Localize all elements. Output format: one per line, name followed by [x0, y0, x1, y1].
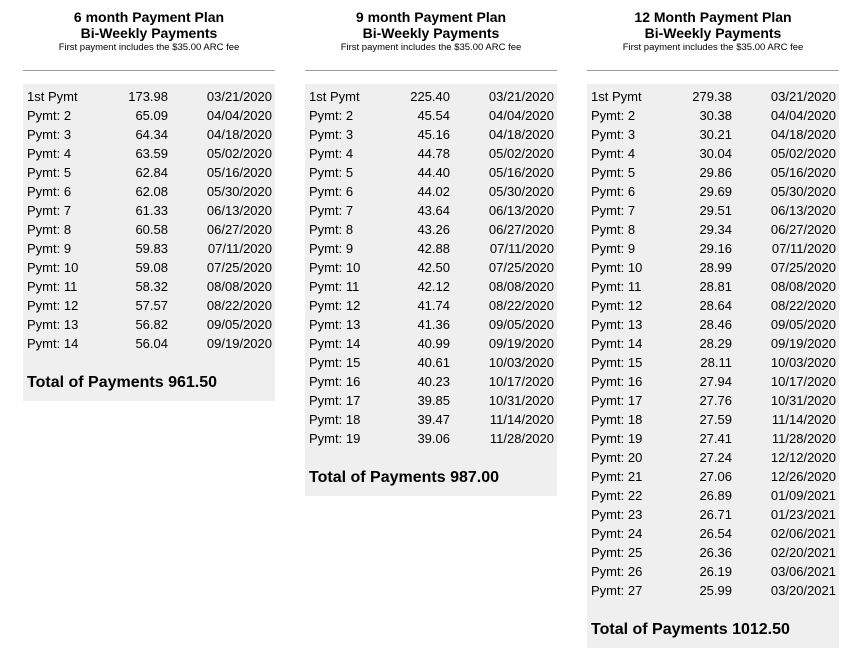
payment-label: Pymt: 9: [591, 241, 636, 256]
total-payments: Total of Payments 987.00: [309, 469, 499, 486]
payment-row: [23, 220, 275, 239]
payment-date: 08/22/2020: [770, 298, 836, 313]
payment-amount: 28.29: [699, 336, 732, 351]
payment-row: [305, 334, 557, 353]
payment-label: Pymt: 7: [27, 203, 72, 218]
payment-amount: 30.38: [699, 108, 732, 123]
payment-row: [23, 258, 275, 277]
payment-amount: 26.54: [699, 526, 732, 541]
payment-date: 04/18/2020: [770, 127, 836, 142]
payment-date: 12/26/2020: [770, 469, 836, 484]
payment-label: Pymt: 14: [309, 336, 361, 351]
payment-row: [587, 467, 839, 486]
plan-title: 9 month Payment Plan: [355, 9, 507, 25]
payment-date: 07/25/2020: [488, 260, 554, 275]
payment-label: Pymt: 6: [309, 184, 354, 199]
payment-label: 1st Pymt: [27, 89, 78, 104]
payment-label: Pymt: 2: [27, 108, 72, 123]
payment-date: 08/08/2020: [770, 279, 836, 294]
payment-date: 04/04/2020: [206, 108, 272, 123]
payment-row: [23, 87, 275, 106]
payment-amount: 29.34: [699, 222, 732, 237]
payment-row: [587, 258, 839, 277]
payment-label: Pymt: 7: [309, 203, 354, 218]
payment-row: [305, 429, 557, 448]
payment-row: [587, 315, 839, 334]
payment-label: Pymt: 8: [591, 222, 636, 237]
payment-row: [305, 410, 557, 429]
payment-date: 04/04/2020: [488, 108, 554, 123]
payment-label: Pymt: 15: [309, 355, 361, 370]
payment-row: [587, 486, 839, 505]
payment-date: 10/03/2020: [488, 355, 554, 370]
plan-note: First payment includes the $35.00 ARC fee: [622, 42, 804, 53]
payment-table: [587, 84, 839, 648]
plan-note: First payment includes the $35.00 ARC fee: [340, 42, 522, 53]
payment-amount: 43.64: [417, 203, 450, 218]
payment-amount: 42.50: [417, 260, 450, 275]
payment-amount: 64.34: [135, 127, 168, 142]
payment-date: 09/05/2020: [488, 317, 554, 332]
payment-row: [587, 410, 839, 429]
payment-date: 06/27/2020: [770, 222, 836, 237]
payment-date: 04/18/2020: [206, 127, 272, 142]
payment-date: 09/05/2020: [206, 317, 272, 332]
payment-label: Pymt: 19: [591, 431, 643, 446]
payment-label: Pymt: 18: [591, 412, 643, 427]
payment-amount: 45.54: [417, 108, 450, 123]
payment-label: Pymt: 10: [591, 260, 643, 275]
payment-date: 08/22/2020: [206, 298, 272, 313]
payment-amount: 27.76: [699, 393, 732, 408]
payment-date: 01/09/2021: [770, 488, 836, 503]
payment-row: [587, 524, 839, 543]
payment-label: Pymt: 10: [309, 260, 361, 275]
payment-label: Pymt: 11: [27, 279, 78, 294]
payment-row: [587, 334, 839, 353]
payment-label: Pymt: 21: [591, 469, 643, 484]
payment-label: Pymt: 13: [591, 317, 643, 332]
payment-label: Pymt: 15: [591, 355, 643, 370]
plan-title: 6 month Payment Plan: [73, 9, 225, 25]
payment-row: [587, 144, 839, 163]
payment-row: [23, 334, 275, 353]
plan-subtitle: Bi-Weekly Payments: [362, 25, 500, 41]
payment-date: 06/13/2020: [206, 203, 272, 218]
payment-row: [305, 353, 557, 372]
payment-row: [23, 296, 275, 315]
payment-date: 11/14/2020: [489, 412, 554, 427]
plan-header: [23, 0, 275, 54]
payment-amount: 43.26: [417, 222, 450, 237]
payment-amount: 225.40: [410, 89, 450, 104]
payment-row: [305, 277, 557, 296]
payment-label: Pymt: 27: [591, 583, 643, 598]
payment-label: Pymt: 7: [591, 203, 636, 218]
plan-12-month: [587, 0, 839, 648]
payment-row: [587, 296, 839, 315]
payment-label: Pymt: 23: [591, 507, 643, 522]
payment-date: 10/31/2020: [770, 393, 836, 408]
payment-row: [587, 353, 839, 372]
payment-amount: 42.12: [417, 279, 450, 294]
payment-label: Pymt: 11: [591, 279, 642, 294]
payment-date: 06/13/2020: [770, 203, 836, 218]
divider: [587, 70, 839, 71]
payment-label: Pymt: 20: [591, 450, 643, 465]
payment-row: [587, 277, 839, 296]
payment-row: [23, 144, 275, 163]
payment-row: [587, 562, 839, 581]
total-payments: Total of Payments 1012.50: [591, 621, 790, 638]
payment-amount: 39.06: [417, 431, 450, 446]
payment-row: [587, 163, 839, 182]
payment-label: Pymt: 5: [591, 165, 636, 180]
payment-amount: 56.04: [135, 336, 168, 351]
payment-date: 08/08/2020: [206, 279, 272, 294]
payment-date: 10/17/2020: [770, 374, 836, 389]
payment-date: 07/11/2020: [771, 241, 836, 256]
plan-header: [305, 0, 557, 54]
payment-label: Pymt: 13: [27, 317, 79, 332]
payment-row: [305, 391, 557, 410]
payment-label: Pymt: 2: [591, 108, 636, 123]
payment-date: 04/18/2020: [488, 127, 554, 142]
payment-label: Pymt: 3: [309, 127, 354, 142]
payment-amount: 60.58: [135, 222, 168, 237]
payment-date: 06/27/2020: [488, 222, 554, 237]
plan-note: First payment includes the $35.00 ARC fee: [58, 42, 240, 53]
payment-amount: 59.08: [135, 260, 168, 275]
payment-label: Pymt: 8: [27, 222, 72, 237]
payment-row: [305, 144, 557, 163]
payment-amount: 40.61: [417, 355, 450, 370]
payment-row: [587, 429, 839, 448]
payment-row: [305, 182, 557, 201]
payment-label: Pymt: 17: [591, 393, 643, 408]
payment-date: 05/30/2020: [206, 184, 272, 199]
payment-date: 05/16/2020: [206, 165, 272, 180]
payment-row: [587, 106, 839, 125]
payment-amount: 26.36: [699, 545, 732, 560]
payment-date: 12/12/2020: [770, 450, 836, 465]
payment-label: Pymt: 5: [309, 165, 354, 180]
payment-label: Pymt: 25: [591, 545, 643, 560]
payment-label: 1st Pymt: [309, 89, 360, 104]
payment-row: [23, 182, 275, 201]
payment-label: Pymt: 14: [27, 336, 79, 351]
total-payments: Total of Payments 961.50: [27, 374, 217, 391]
payment-row: [587, 448, 839, 467]
payment-date: 05/02/2020: [488, 146, 554, 161]
payment-label: Pymt: 12: [591, 298, 643, 313]
payment-row: [587, 125, 839, 144]
payment-amount: 39.85: [417, 393, 450, 408]
payment-amount: 44.78: [417, 146, 450, 161]
payment-label: Pymt: 9: [309, 241, 354, 256]
payment-table: [305, 84, 557, 496]
payment-label: Pymt: 5: [27, 165, 72, 180]
payment-label: Pymt: 4: [591, 146, 636, 161]
payment-date: 10/31/2020: [488, 393, 554, 408]
payment-date: 06/27/2020: [206, 222, 272, 237]
payment-amount: 45.16: [417, 127, 450, 142]
payment-date: 07/25/2020: [206, 260, 272, 275]
payment-row: [305, 201, 557, 220]
payment-date: 02/06/2021: [770, 526, 836, 541]
payment-row: [305, 239, 557, 258]
payment-amount: 27.24: [699, 450, 732, 465]
payment-row: [587, 505, 839, 524]
payment-row: [587, 87, 839, 106]
payment-date: 05/02/2020: [206, 146, 272, 161]
payment-label: Pymt: 11: [309, 279, 360, 294]
payment-row: [305, 106, 557, 125]
payment-row: [587, 239, 839, 258]
payment-amount: 26.89: [699, 488, 732, 503]
payment-label: Pymt: 19: [309, 431, 361, 446]
payment-label: Pymt: 10: [27, 260, 79, 275]
payment-amount: 42.88: [417, 241, 450, 256]
payment-date: 09/19/2020: [206, 336, 272, 351]
payment-date: 08/08/2020: [488, 279, 554, 294]
payment-row: [305, 87, 557, 106]
payment-label: Pymt: 12: [309, 298, 361, 313]
payment-amount: 39.47: [417, 412, 450, 427]
payment-row: [305, 372, 557, 391]
payment-amount: 28.64: [699, 298, 732, 313]
payment-date: 07/25/2020: [770, 260, 836, 275]
payment-row: [587, 391, 839, 410]
payment-amount: 41.36: [417, 317, 450, 332]
payment-row: [305, 315, 557, 334]
divider: [305, 70, 557, 71]
payment-date: 09/19/2020: [770, 336, 836, 351]
payment-amount: 28.11: [700, 355, 732, 370]
payment-row: [23, 239, 275, 258]
payment-amount: 27.06: [699, 469, 732, 484]
payment-row: [23, 201, 275, 220]
payment-amount: 29.51: [699, 203, 732, 218]
payment-row: [587, 581, 839, 600]
payment-amount: 62.84: [135, 165, 168, 180]
plan-6-month: [23, 0, 275, 401]
payment-row: [305, 163, 557, 182]
payment-label: Pymt: 9: [27, 241, 72, 256]
plan-9-month: [305, 0, 557, 496]
payment-label: Pymt: 26: [591, 564, 643, 579]
payment-amount: 29.86: [699, 165, 732, 180]
payment-amount: 279.38: [692, 89, 732, 104]
payment-amount: 44.40: [417, 165, 450, 180]
payment-amount: 29.16: [699, 241, 732, 256]
payment-label: Pymt: 3: [27, 127, 72, 142]
payment-date: 02/20/2021: [770, 545, 836, 560]
payment-amount: 63.59: [135, 146, 168, 161]
payment-amount: 40.99: [417, 336, 450, 351]
payment-row: [23, 125, 275, 144]
payment-label: Pymt: 16: [309, 374, 361, 389]
payment-amount: 28.99: [699, 260, 732, 275]
payment-date: 05/16/2020: [488, 165, 554, 180]
payment-label: Pymt: 22: [591, 488, 643, 503]
payment-date: 11/28/2020: [489, 431, 554, 446]
payment-label: 1st Pymt: [591, 89, 642, 104]
payment-row: [23, 163, 275, 182]
payment-row: [23, 277, 275, 296]
payment-date: 10/17/2020: [488, 374, 554, 389]
payment-amount: 26.19: [699, 564, 732, 579]
plan-title: 12 Month Payment Plan: [634, 9, 792, 25]
payment-label: Pymt: 3: [591, 127, 636, 142]
payment-date: 09/19/2020: [488, 336, 554, 351]
plan-header: [587, 0, 839, 54]
payment-date: 09/05/2020: [770, 317, 836, 332]
payment-amount: 30.04: [699, 146, 732, 161]
payment-amount: 173.98: [128, 89, 168, 104]
payment-date: 03/20/2021: [770, 583, 836, 598]
payment-amount: 56.82: [135, 317, 168, 332]
payment-label: Pymt: 2: [309, 108, 354, 123]
payment-date: 03/21/2020: [206, 89, 272, 104]
payment-amount: 29.69: [699, 184, 732, 199]
payment-row: [23, 315, 275, 334]
payment-row: [587, 182, 839, 201]
payment-label: Pymt: 6: [591, 184, 636, 199]
payment-amount: 28.46: [699, 317, 732, 332]
payment-date: 11/14/2020: [771, 412, 836, 427]
payment-date: 05/30/2020: [770, 184, 836, 199]
payment-amount: 28.81: [699, 279, 732, 294]
payment-date: 08/22/2020: [488, 298, 554, 313]
payment-amount: 58.32: [135, 279, 168, 294]
payment-date: 03/21/2020: [488, 89, 554, 104]
payment-row: [587, 220, 839, 239]
payment-label: Pymt: 8: [309, 222, 354, 237]
plan-subtitle: Bi-Weekly Payments: [80, 25, 218, 41]
payment-amount: 61.33: [135, 203, 168, 218]
payment-date: 11/28/2020: [771, 431, 836, 446]
payment-amount: 65.09: [135, 108, 168, 123]
payment-row: [305, 125, 557, 144]
payment-amount: 25.99: [699, 583, 732, 598]
payment-row: [305, 296, 557, 315]
payment-label: Pymt: 18: [309, 412, 361, 427]
payment-label: Pymt: 14: [591, 336, 643, 351]
payment-amount: 27.59: [699, 412, 732, 427]
payment-date: 06/13/2020: [488, 203, 554, 218]
payment-row: [587, 543, 839, 562]
payment-amount: 44.02: [417, 184, 450, 199]
payment-row: [305, 220, 557, 239]
payment-label: Pymt: 4: [309, 146, 354, 161]
plan-subtitle: Bi-Weekly Payments: [644, 25, 782, 41]
payment-label: Pymt: 17: [309, 393, 361, 408]
payment-amount: 59.83: [135, 241, 168, 256]
payment-date: 07/11/2020: [207, 241, 272, 256]
payment-date: 05/30/2020: [488, 184, 554, 199]
payment-row: [587, 201, 839, 220]
divider: [23, 70, 275, 71]
payment-date: 03/06/2021: [770, 564, 836, 579]
payment-date: 07/11/2020: [489, 241, 554, 256]
payment-amount: 40.23: [417, 374, 450, 389]
payment-label: Pymt: 6: [27, 184, 72, 199]
payment-label: Pymt: 24: [591, 526, 643, 541]
payment-date: 03/21/2020: [770, 89, 836, 104]
payment-amount: 30.21: [699, 127, 732, 142]
payment-amount: 57.57: [135, 298, 168, 313]
payment-label: Pymt: 4: [27, 146, 72, 161]
payment-label: Pymt: 16: [591, 374, 643, 389]
payment-table: [23, 84, 275, 401]
payment-date: 10/03/2020: [770, 355, 836, 370]
payment-amount: 27.41: [699, 431, 732, 446]
payment-date: 01/23/2021: [770, 507, 836, 522]
payment-amount: 41.74: [417, 298, 450, 313]
payment-row: [23, 106, 275, 125]
payment-date: 05/16/2020: [770, 165, 836, 180]
payment-row: [305, 258, 557, 277]
payment-amount: 62.08: [135, 184, 168, 199]
payment-label: Pymt: 13: [309, 317, 361, 332]
payment-row: [587, 372, 839, 391]
payment-date: 05/02/2020: [770, 146, 836, 161]
payment-label: Pymt: 12: [27, 298, 79, 313]
payment-date: 04/04/2020: [770, 108, 836, 123]
payment-amount: 26.71: [699, 507, 732, 522]
payment-amount: 27.94: [699, 374, 732, 389]
